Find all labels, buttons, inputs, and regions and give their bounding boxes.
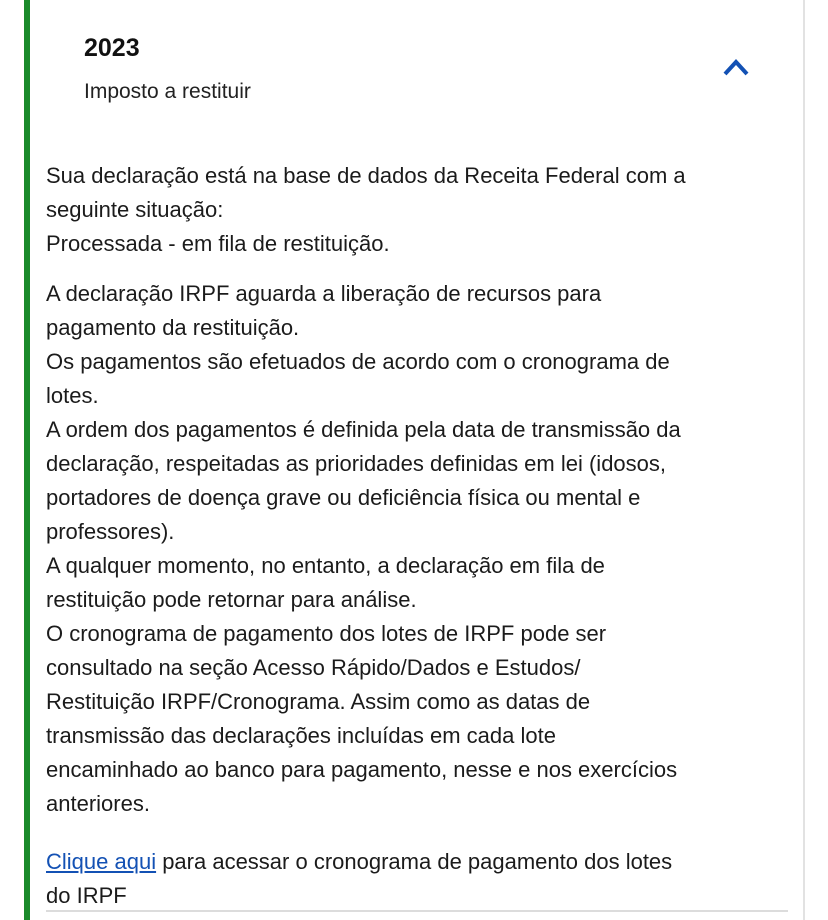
info-line: O cronograma de pagamento dos lotes de IRPF pode ser [46,621,607,646]
info-line: professores). [46,519,175,544]
status-line: Processada - em fila de restituição. [46,231,390,256]
info-line: Os pagamentos são efetuados de acordo com o cronograma de [46,349,670,374]
info-paragraph [46,277,796,821]
link-text-rest: para acessar o cronograma de pagamento dos lotes [156,849,673,874]
divider [46,910,788,912]
status-line: seguinte situação: [46,197,224,222]
card-body [46,159,796,913]
status-paragraph [46,159,796,261]
info-line: consultado na seção Acesso Rápido/Dados e Estudos/ [46,655,581,680]
card-subtitle: Imposto a restituir [84,80,251,103]
link-text-line2: do IRPF [46,883,127,908]
info-line: transmissão das declarações incluídas em cada lote [46,723,556,748]
info-line: A qualquer momento, no entanto, a declaração em fila de [46,553,605,578]
chevron-up-icon[interactable] [722,56,750,78]
info-line: pagamento da restituição. [46,315,300,340]
link-paragraph [46,845,796,913]
restitution-card [24,0,805,920]
info-line: portadores de doença grave ou deficiência física ou mental e [46,485,641,510]
info-line: declaração, respeitadas as prioridades definidas em lei (idosos, [46,451,667,476]
status-line: Sua declaração está na base de dados da Receita Federal com a [46,163,686,188]
info-line: A ordem dos pagamentos é definida pela data de transmissão da [46,417,681,442]
schedule-link[interactable]: Clique aqui [46,849,157,874]
info-line: Restituição IRPF/Cronograma. Assim como as datas de [46,689,591,714]
card-year: 2023 [84,34,140,62]
info-line: lotes. [46,383,99,408]
info-line: restituição pode retornar para análise. [46,587,417,612]
info-line: encaminhado ao banco para pagamento, nesse e nos exercícios [46,757,678,782]
info-line: A declaração IRPF aguarda a liberação de recursos para [46,281,602,306]
info-line: anteriores. [46,791,150,816]
